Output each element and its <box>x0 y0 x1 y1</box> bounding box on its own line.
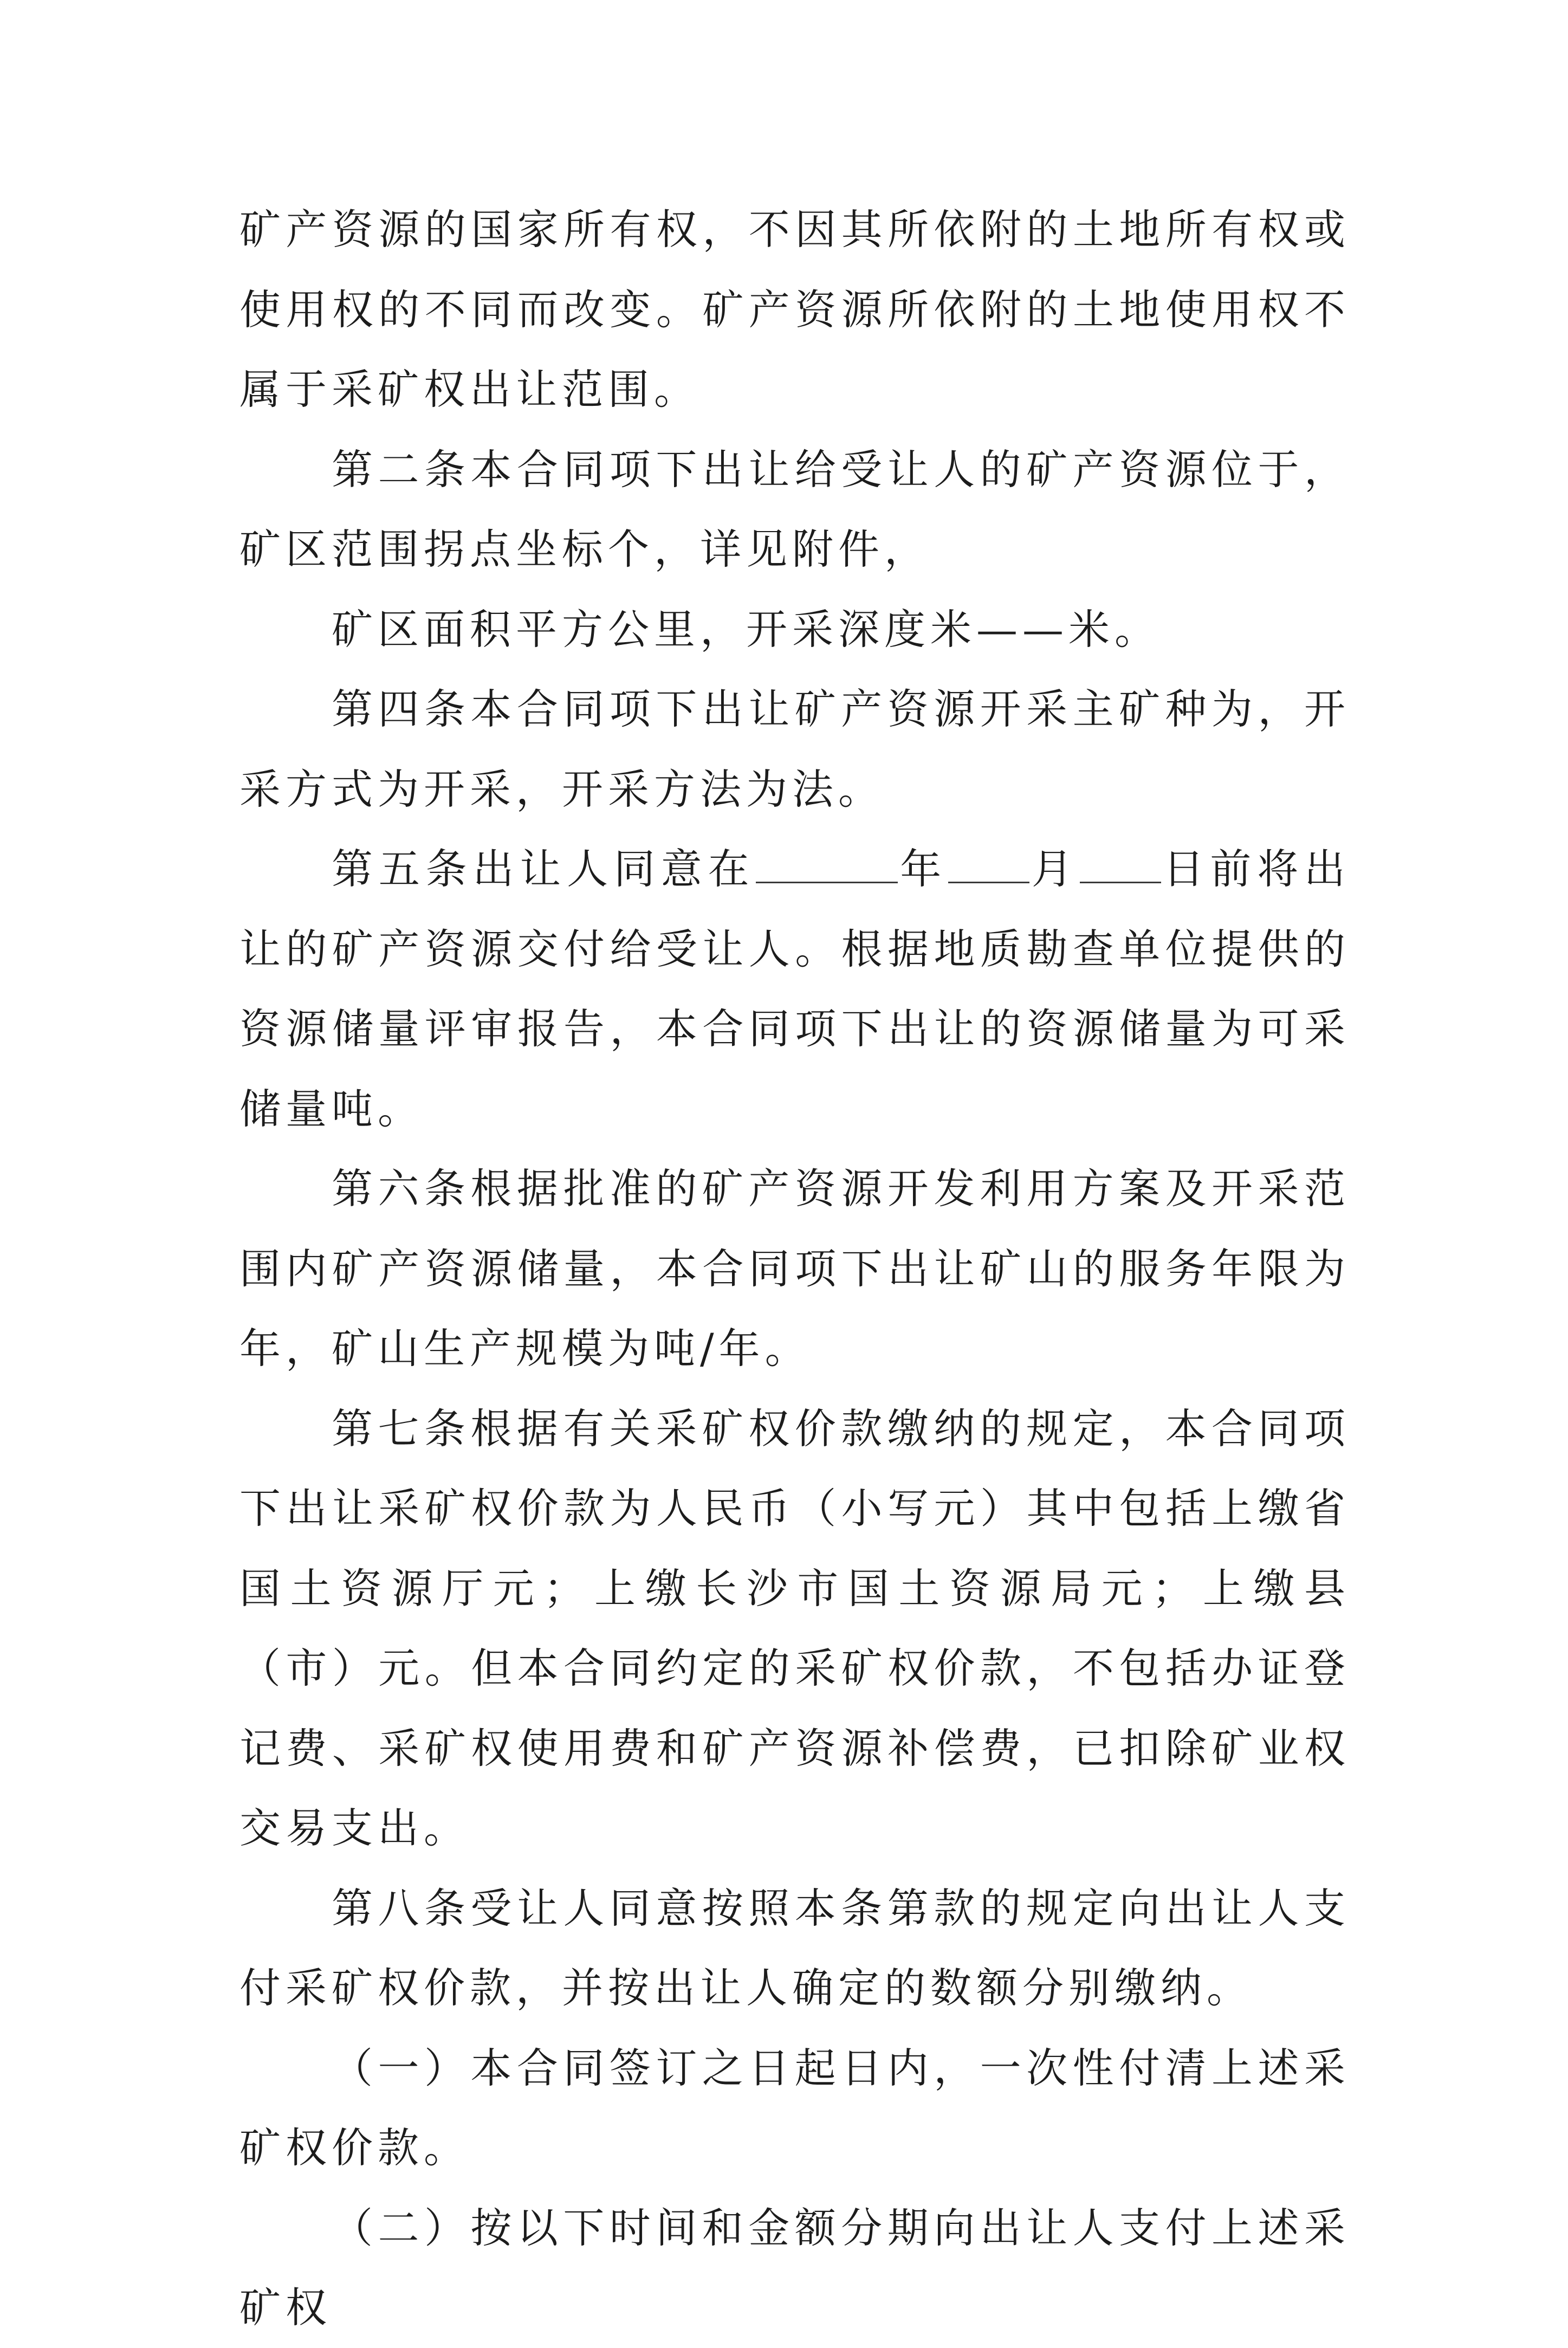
paragraph-mining-area: 矿区面积平方公里，开采深度米——米。 <box>332 605 1161 654</box>
paragraph-article-8: 第八条受让人同意按照本条第款的规定向出让人支付采矿权价款，并按出让人确定的数额分别缴纳。 <box>239 1884 1350 2012</box>
paragraph-clause-1: （一）本合同签订之日起日内，一次性付清上述采矿权价款。 <box>239 2043 1350 2172</box>
paragraph-article-7: 第七条根据有关采矿权价款缴纳的规定，本合同项下出让采矿权价款为人民币（小写元）其中包括上缴省国土资源厅元；上缴长沙市国土资源局元；上缴县（市）元。但本合同约定的采矿权价款，不包括办证登记费、采矿权使用费和矿产资源补偿费，已扣除矿业权交易支出。 <box>239 1404 1350 1852</box>
month-blank <box>948 845 1029 883</box>
paragraph-clause-2: （二）按以下时间和金额分期向出让人支付上述采矿权 <box>239 2203 1350 2332</box>
year-label: 年 <box>899 845 948 893</box>
paragraph-article-6: 第六条根据批准的矿产资源开发利用方案及开采范围内矿产资源储量，本合同项下出让矿山的服务年限为年，矿山生产规模为吨/年。 <box>239 1165 1350 1373</box>
article-5-rest: 日前将出让的矿产资源交付给受让人。根据地质勘查单位提供的资源储量评审报告，本合同项下出让的资源储量为可采储量吨。 <box>239 845 1351 1133</box>
month-label: 月 <box>1031 845 1079 893</box>
paragraph-article-5 <box>239 829 1350 1149</box>
document-body <box>239 190 1350 2348</box>
paragraph-article-2: 第二条本合同项下出让给受让人的矿产资源位于，矿区范围拐点坐标个，详见附件， <box>239 445 1350 573</box>
paragraph-ownership: 矿产资源的国家所有权，不因其所依附的土地所有权或使用权的不同而改变。矿产资源所依附的土地使用权不属于采矿权出让范围。 <box>239 205 1350 413</box>
article-5-lead: 第五条出让人同意在 <box>332 845 755 893</box>
year-blank <box>756 845 898 883</box>
day-blank <box>1080 845 1161 883</box>
paragraph-article-4: 第四条本合同项下出让矿产资源开采主矿种为，开采方式为开采，开采方法为法。 <box>239 685 1350 813</box>
